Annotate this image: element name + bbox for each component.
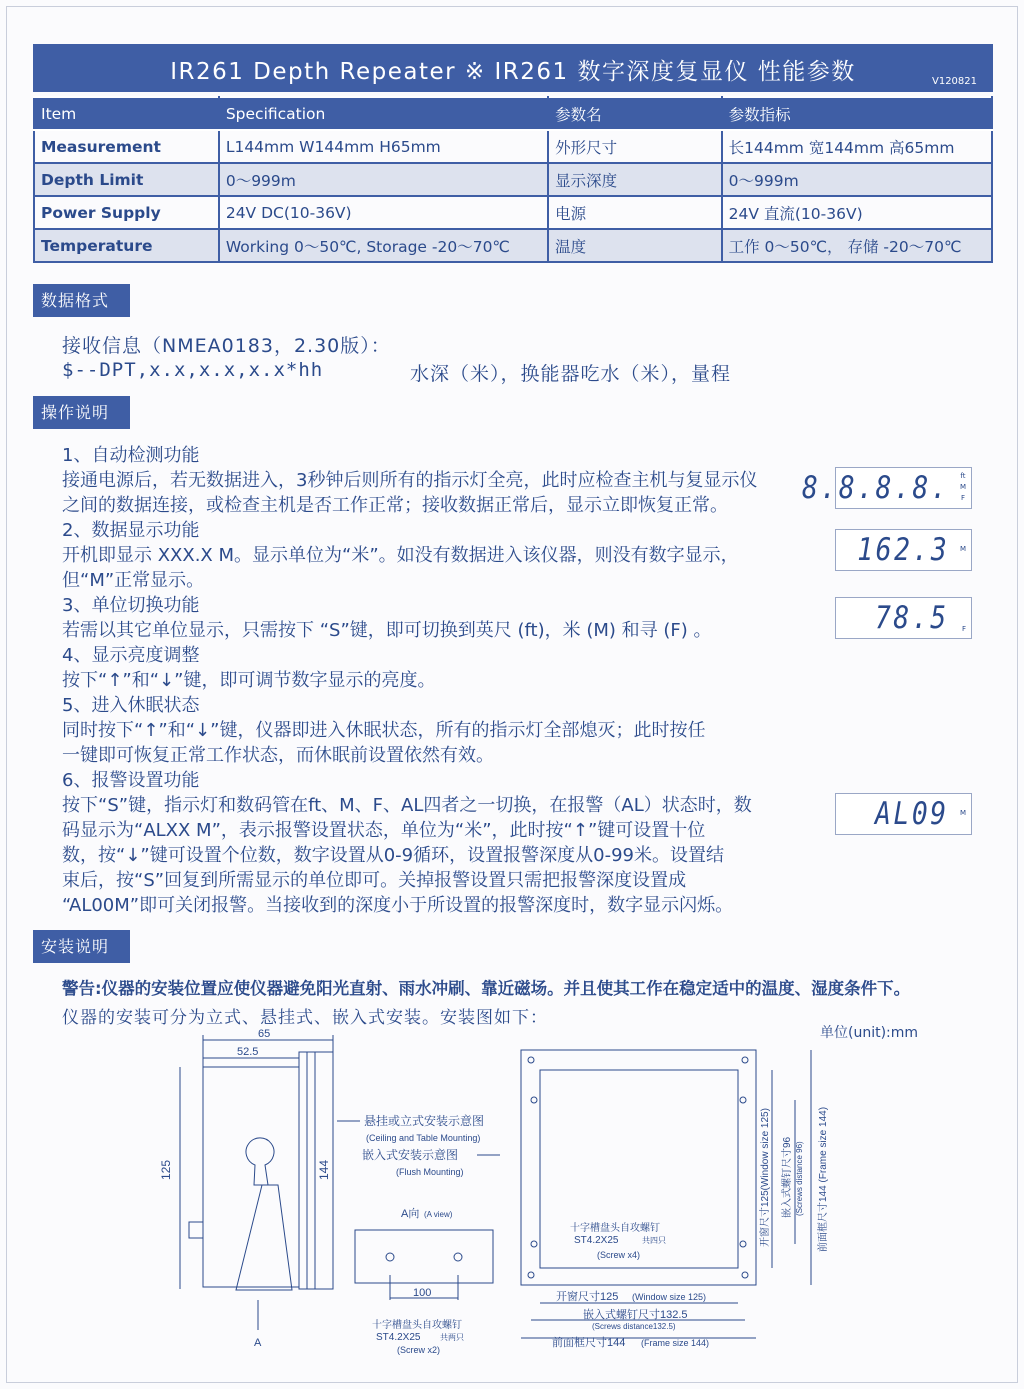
row-spec: L144mm W144mm H65mm xyxy=(219,130,548,163)
bracket-shape xyxy=(236,1185,292,1290)
row-cn-spec: 24V 直流(10-36V) xyxy=(722,196,992,229)
lcd-digits: 78.5 xyxy=(875,600,949,636)
op-title: 2、数据显示功能 xyxy=(62,520,200,541)
page-title: IR261 Depth Repeater ※ IR261 数字深度复显仪 性能参数 xyxy=(170,59,856,85)
side-view-body xyxy=(203,1067,299,1287)
row-item: Measurement xyxy=(34,130,219,163)
dim-65: 65 xyxy=(258,1028,271,1040)
row-cn-item: 外形尺寸 xyxy=(548,130,722,163)
mount2-en: (Flush Mounting) xyxy=(396,1167,464,1177)
screw4-cn: 十字槽盘头自攻螺钉 xyxy=(570,1223,660,1234)
op-title: 5、进入休眠状态 xyxy=(62,695,200,716)
screw2-cn: 十字槽盘头自攻螺钉 xyxy=(372,1320,462,1331)
screw4-en: (Screw x4) xyxy=(597,1250,641,1260)
screw2-count: 共两只 xyxy=(440,1333,464,1342)
screw-distance-en: (Screws distance132.5) xyxy=(592,1322,676,1331)
letter-a: A xyxy=(254,1337,262,1349)
screw2-spec: ST4.2X25 xyxy=(376,1332,421,1343)
row-cn-spec: 工作 0～50℃， 存储 -20～70℃ xyxy=(722,229,992,262)
mount-knob-icon xyxy=(246,1138,274,1185)
lcd-unit: ft xyxy=(960,472,966,480)
op-line: 接通电源后，若无数据进入，3秒钟后则所有的指示灯全亮，此时应检查主机与复显示仪 xyxy=(62,470,758,491)
dim-52-5: 52.5 xyxy=(237,1046,259,1058)
col-header: Specification xyxy=(219,97,548,130)
frame-size-en: (Frame size 144) xyxy=(641,1338,710,1348)
v-window-size: 开窗尺寸125(Window size 125) xyxy=(760,1108,771,1247)
op-line: 一键即可恢复正常工作状态，而休眠前设置依然有效。 xyxy=(62,745,494,766)
op-line: “AL00M”即可关闭报警。当接收到的深度小于所设置的报警深度时，数字显示闪烁。 xyxy=(62,895,734,916)
mount1-en: (Ceiling and Table Mounting) xyxy=(366,1133,481,1143)
a-view-bracket xyxy=(355,1230,493,1283)
dim-100: 100 xyxy=(413,1287,432,1299)
op-line: 同时按下“↑”和“↓”键，仪器即进入休眠状态，所有的指示灯全部熄灭；此时按任 xyxy=(62,720,706,741)
op-line: 数，按“↓”键可设置个位数，数字设置从0-9循环，设置报警深度从0-99米。设置结 xyxy=(62,845,724,866)
op-title: 3、单位切换功能 xyxy=(62,595,200,616)
screw2-en: (Screw x2) xyxy=(397,1345,441,1355)
op-line: 若需以其它单位显示，只需按下 “S”键，即可切换到英尺 (ft)，米 (M) 和寻 (F) 。 xyxy=(62,620,712,641)
data-format-line: 接收信息（NMEA0183，2.30版）： xyxy=(62,335,391,357)
window-size-en: (Window size 125) xyxy=(632,1292,707,1302)
col-header: 参数指标 xyxy=(722,97,992,130)
screw4-spec: ST4.2X25 xyxy=(574,1235,619,1246)
screw-distance: 嵌入式螺钉尺寸132.5 xyxy=(583,1309,688,1321)
mount1-cn: 悬挂或立式安装示意图 xyxy=(364,1114,485,1128)
row-spec: Working 0～50℃, Storage -20～70℃ xyxy=(219,229,548,262)
row-cn-spec: 0～999m xyxy=(722,163,992,196)
row-item: Depth Limit xyxy=(34,163,219,196)
nmea-meaning: 水深（米），换能器吃水（米），量程 xyxy=(410,363,732,385)
row-cn-spec: 长144mm 宽144mm 高65mm xyxy=(722,130,992,163)
op-line: 按下“↑”和“↓”键，即可调节数字显示的亮度。 xyxy=(62,670,436,691)
a-view-label: A向 xyxy=(401,1208,420,1220)
row-cn-item: 显示深度 xyxy=(548,163,722,196)
op-title: 4、显示亮度调整 xyxy=(62,645,200,666)
side-view-connector xyxy=(189,1222,203,1238)
screw4-count: 共四只 xyxy=(642,1236,666,1245)
col-header: Item xyxy=(34,97,219,130)
frame-size: 前面框尺寸144 xyxy=(552,1337,626,1349)
op-line: 按下“S”键，指示灯和数码管在ft、M、F、AL四者之一切换，在报警（AL）状态时，数 xyxy=(62,795,752,816)
install-intro: 仪器的安装可分为立式、悬挂式、嵌入式安装。安装图如下： xyxy=(62,1008,548,1028)
row-cn-item: 电源 xyxy=(548,196,722,229)
row-cn-item: 温度 xyxy=(548,229,722,262)
lcd-unit: F xyxy=(960,494,965,502)
lcd-unit: M xyxy=(959,483,966,491)
a-view-en: (A view) xyxy=(424,1210,453,1219)
section-tab-data-format: 数据格式 xyxy=(33,284,130,317)
warning-text: 警告:仪器的安装位置应使仪器避免阳光直射、雨水冲刷、靠近磁场。并且使其工作在稳定适中的温度、湿度条件下。 xyxy=(62,979,911,998)
nmea-sentence: $--DPT,x.x,x.x,x.x*hh xyxy=(62,359,324,381)
v-frame-size: 前面框尺寸144 (Frame size 144) xyxy=(818,1106,829,1252)
op-title: 6、报警设置功能 xyxy=(62,770,200,791)
front-view-window xyxy=(540,1070,738,1268)
window-size: 开窗尺寸125 xyxy=(556,1291,619,1303)
row-spec: 0～999m xyxy=(219,163,548,196)
lcd-unit: M xyxy=(959,809,966,817)
col-header: 参数名 xyxy=(548,97,722,130)
row-item: Temperature xyxy=(34,229,219,262)
row-spec: 24V DC(10-36V) xyxy=(219,196,548,229)
row-item: Power Supply xyxy=(34,196,219,229)
version-label: V120821 xyxy=(931,76,977,87)
v-screws-distance-en: (Screws distance 96) xyxy=(795,1141,804,1216)
dim-144: 144 xyxy=(317,1159,331,1180)
v-screws-distance: 嵌入式螺钉尺寸96 xyxy=(782,1136,793,1218)
dim-125: 125 xyxy=(159,1159,173,1180)
lcd-digits: AL09 xyxy=(875,796,949,832)
mount2-cn: 嵌入式安装示意图 xyxy=(362,1148,459,1162)
op-line: 但“M”正常显示。 xyxy=(62,570,205,591)
lcd-unit: M xyxy=(959,545,966,553)
unit-label: 单位(unit):mm xyxy=(820,1025,919,1041)
op-line: 之间的数据连接，或检查主机是否工作正常；接收数据正常后，显示立即恢复正常。 xyxy=(62,495,728,516)
section-tab-installation: 安装说明 xyxy=(33,930,130,963)
op-line: 码显示为“ALXX M”，表示报警设置状态，单位为“米”，此时按“↑”键可设置十位 xyxy=(62,820,706,841)
lcd-digits: 162.3 xyxy=(856,532,949,568)
lcd-digits: 8.8.8.8. xyxy=(801,470,949,506)
op-title: 1、自动检测功能 xyxy=(62,445,200,466)
op-line: 束后，按“S”回复到所需显示的单位即可。关掉报警设置只需把报警深度设置成 xyxy=(62,870,687,891)
op-line: 开机即显示 XXX.X M。显示单位为“米”。如没有数据进入该仪器，则没有数字显示， xyxy=(62,545,739,566)
section-tab-operation: 操作说明 xyxy=(33,396,130,429)
lcd-unit: F xyxy=(961,625,966,633)
